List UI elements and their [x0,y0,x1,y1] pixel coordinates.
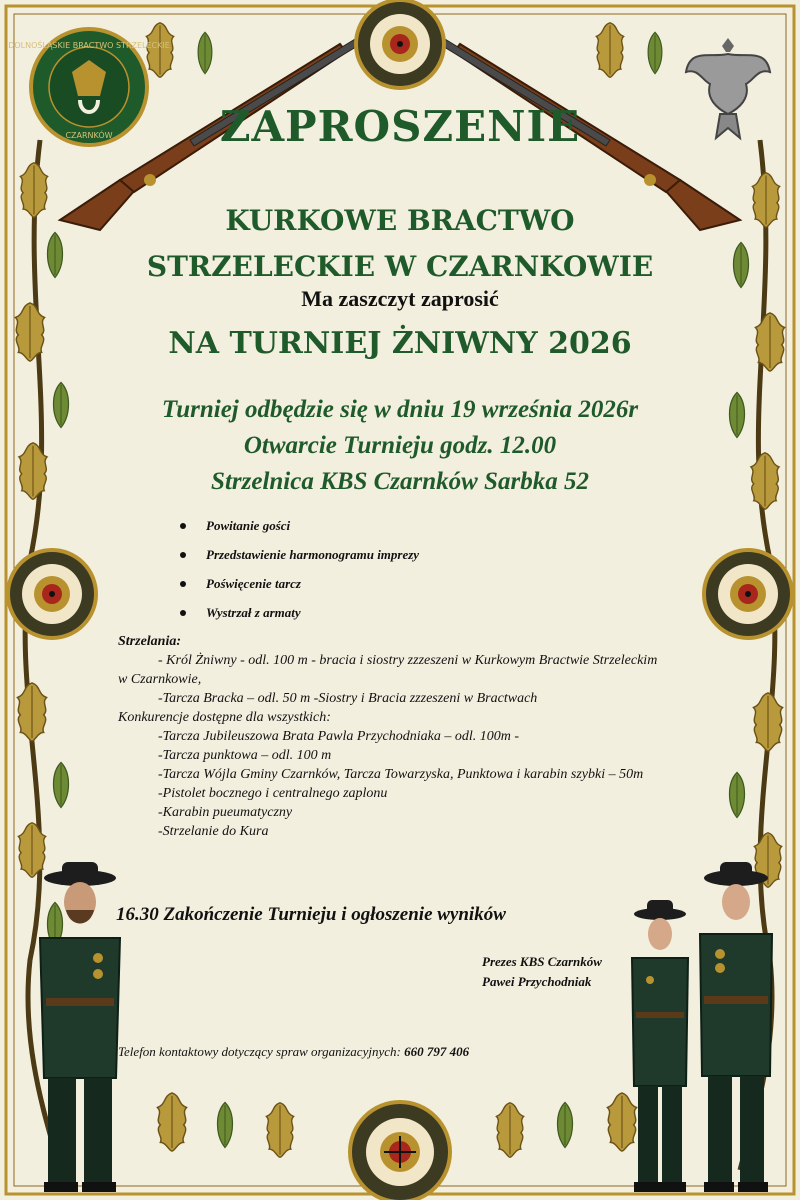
program-item: Poświęcenie tarcz [180,576,419,605]
signature-title: Prezes KBS Czarnków [482,954,602,969]
right-target-icon [700,546,796,642]
emblem-text-top: DOLNOŚLĄSKIE BRACTWO STRZELECKIE [8,41,170,50]
open-competition-item: -Tarcza Jubileuszowa Brata Pawla Przychodniaka – odl. 100m - [158,729,520,744]
shooting-item: -Tarcza Bracka – odl. 50 m -Siostry i Bracia zzzeszeni w Bractwach [158,691,538,706]
signature-name: Pawei Przychodniak [482,974,592,989]
open-competition-item: -Strzelanie do Kura [158,824,269,839]
contact-line [118,1044,469,1060]
shooting-item-continuation: w Czarnkowie, [118,672,202,687]
bottom-target-icon [344,1096,456,1200]
contact-phone: 660 797 406 [404,1044,470,1059]
top-target-icon [352,0,448,96]
closing-announcement: 16.30 Zakończenie Turnieju i ogłoszenie wyników [116,904,506,925]
right-marksman-figure [686,856,786,1196]
open-competitions-heading: Konkurencje dostępne dla wszystkich: [118,710,331,725]
program-item: Powitanie gości [180,518,419,547]
open-competition-item: -Tarcza Wójla Gminy Czarnków, Tarcza Towarzyska, Punktowa i karabin szybki – 50m [158,767,644,782]
invitation-subtitle: Ma zaszczyt zaprosić [301,286,499,311]
emblem-text-bottom: CZARNKÓW [65,131,113,140]
shooting-item: - Król Żniwny - odl. 100 m - bracia i siostry zzzeszeni w Kurkowym Bractwie Strzeleckim [158,653,658,668]
contact-label: Telefon kontaktowy dotyczący spraw organizacyjnych: [118,1044,401,1059]
shooting-heading: Strzelania: [118,634,182,649]
event-details [0,392,800,500]
program-item: Przedstawienie harmonogramu imprezy [180,547,419,576]
open-competition-item: -Pistolet bocznego i centralnego zaplonu [158,786,388,801]
organizer-name: KURKOWE BRACTWO STRZELECKIE W CZARNKOWIE [146,204,654,283]
program-list [180,518,419,634]
tournament-name: NA TURNIEJ ŻNIWNY 2026 [168,326,632,361]
event-location: Strzelnica KBS Czarnków Sarbka 52 [211,468,589,495]
shooting-section [118,632,718,841]
left-target-icon [4,546,100,642]
event-date: Turniej odbędzie się w dniu 19 września 2026r [161,396,639,423]
program-item: Wystrzał z armaty [180,605,419,634]
signature-block [482,952,602,992]
open-competition-item: -Karabin pueumatyczny [158,805,293,820]
open-competition-item: -Tarcza punktowa – odl. 100 m [158,748,332,763]
invitation-title: ZAPROSZENIE [219,102,581,151]
event-opening-time: Otwarcie Turnieju godz. 12.00 [243,432,557,459]
